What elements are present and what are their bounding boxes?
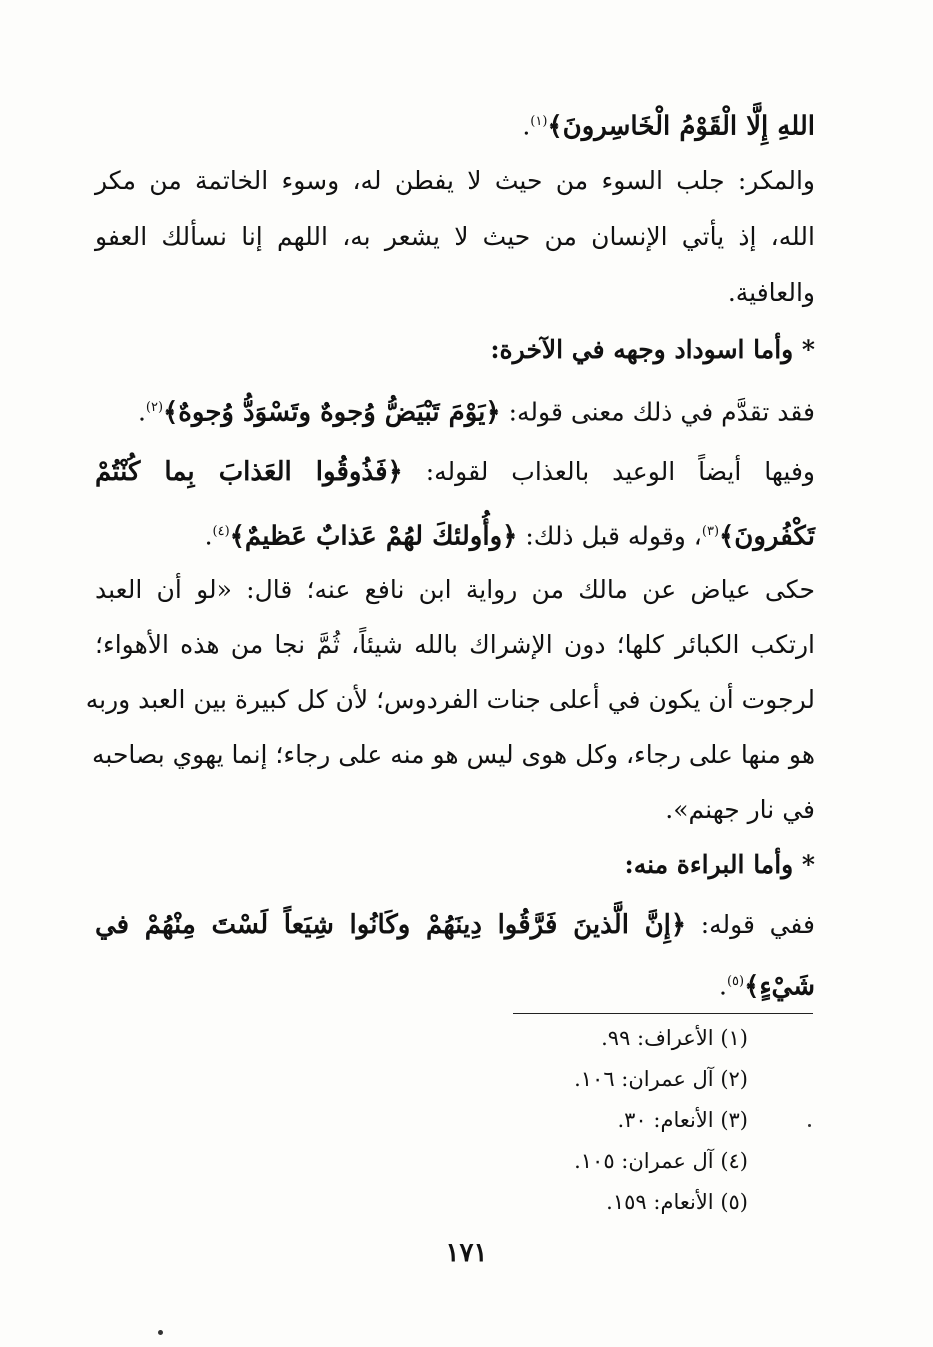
quran-verse-2: ﴿يَوْمَ تَبْيَضُّ وُجوهٌ وتَسْوَدُّ وُجوهٌ﴾ [163, 397, 501, 428]
text-line-13 [95, 905, 815, 945]
footnote-ref-4: (٤) [212, 524, 230, 539]
text-line-3: الله، إذ يأتي الإنسان من حيث لا يشعر به، اللهم إنا نسألك العفو [95, 222, 815, 251]
footnote-4: (٤) آل عمران: ١٠٥. [574, 1149, 748, 1173]
text-line-10: لرجوت أن يكون في أعلى جنات الفردوس؛ لأن كل كبيرة بين العبد وربه [85, 685, 815, 714]
footnote-3: (٣) الأنعام: ٣٠. [617, 1108, 748, 1132]
text-line-2: والمكر: جلب السوء من حيث لا يفطن له، وسوء الخاتمة من مكر [95, 166, 815, 195]
text-line-11: هو منها على رجاء، وكل هوى ليس هو منه على رجاء؛ إنما يهوي بصاحبه [92, 740, 815, 769]
footnote-ref-5: (٥) [726, 974, 745, 989]
line-13-text: ففي قوله: [686, 910, 815, 939]
line-5-text: فقد تقدَّم في ذلك معنى قوله: [500, 397, 815, 427]
text-line-7 [95, 512, 815, 552]
section-heading-2: * وأما البراءة منه: [624, 850, 815, 879]
scan-speck [808, 1124, 811, 1127]
text-line-4: والعافية. [727, 278, 815, 307]
text-line-1 [95, 102, 815, 142]
quran-verse-4: ﴿وأُولئكَ لهُمْ عَذابٌ عَظيمٌ﴾ [229, 521, 518, 552]
line-end-period: . [718, 971, 727, 1001]
footnote-2: (٢) آل عمران: ١٠٦. [574, 1067, 748, 1091]
line-end-period: . [137, 397, 146, 427]
text-line-9: ارتكب الكبائر كلها؛ دون الإشراك بالله شيئاً، ثُمَّ نجا من هذه الأهواء؛ [95, 630, 815, 659]
line-end-period: . [204, 521, 213, 551]
text-line-5 [95, 388, 815, 428]
footnote-1: (١) الأعراف: ٩٩. [601, 1026, 748, 1050]
footnote-ref-3: (٣) [701, 524, 720, 539]
footnote-divider [513, 1013, 813, 1014]
scan-speck [158, 1330, 163, 1335]
quran-verse-end: اللهِ إِلَّا الْقَوْمُ الْخَاسِرونَ﴾ [547, 111, 815, 142]
line-7-text: ، وقوله قبل ذلك: [517, 521, 702, 551]
section-heading-1: * وأما اسوداد وجهه في الآخرة: [490, 335, 815, 364]
quran-verse-5-start: ﴿إِنَّ الَّذينَ فَرَّقُوا دِينَهُمْ وكَانُوا شِيَعاً لَسْتَ مِنْهُمْ في [95, 910, 687, 940]
text-line-6 [95, 452, 815, 492]
quran-verse-3-start: ﴿فَذُوقُوا العَذابَ بِما كُنْتُمْ [95, 457, 403, 487]
line-end-period: . [522, 111, 531, 141]
line-6-text: وفيها أيضاً الوعيد بالعذاب لقوله: [402, 457, 815, 486]
quran-verse-3-end: تَكْفُرونَ﴾ [719, 521, 815, 552]
text-line-14 [95, 962, 815, 1002]
footnote-ref-2: (٢) [145, 400, 164, 415]
text-line-8: حكى عياض عن مالك من رواية ابن نافع عنه؛ قال: «لو أن العبد [95, 575, 815, 604]
footnote-5: (٥) الأنعام: ١٥٩. [606, 1190, 748, 1214]
quran-verse-5-end: شَيْءٍ﴾ [744, 971, 815, 1002]
text-line-12: في نار جهنم». [665, 795, 815, 824]
page-number: ١٧١ [445, 1238, 488, 1268]
footnote-ref-1: (١) [530, 114, 548, 129]
